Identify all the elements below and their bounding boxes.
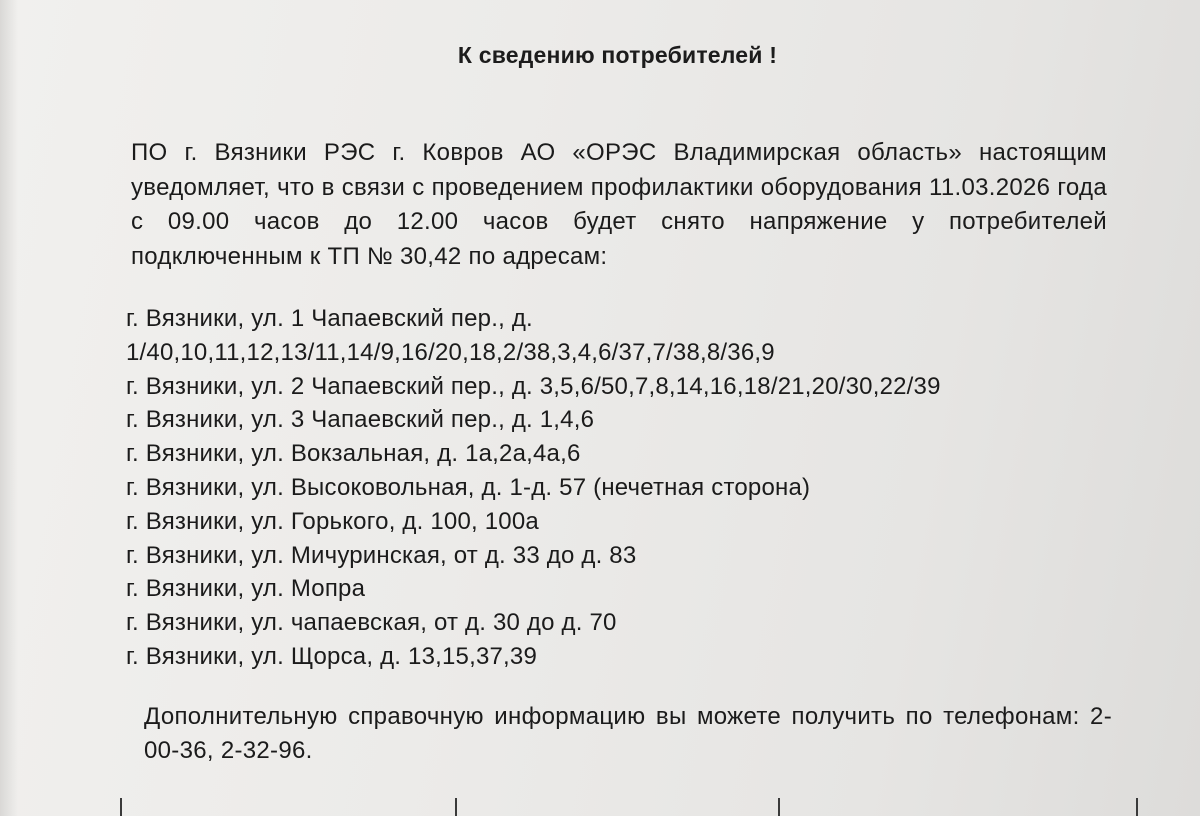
table-border-mark bbox=[1136, 798, 1138, 816]
notice-intro-paragraph: ПО г. Вязники РЭС г. Ковров АО «ОРЭС Владимирская область» настоящим уведомляет, что в связи с проведением профилактики оборудования 11.03.2026 года с 09.00 часов до 12.00 часов будет снято напряжение у потребителей подключенным к ТП № 30,42 по адресам: bbox=[131, 139, 1107, 270]
address-item: г. Вязники, ул. чапаевская, от д. 30 до д. 70 bbox=[126, 609, 617, 637]
address-list bbox=[126, 302, 1126, 674]
table-border-mark bbox=[778, 798, 780, 816]
address-item: г. Вязники, ул. 2 Чапаевский пер., д. 3,5,6/50,7,8,14,16,18/21,20/30,22/39 bbox=[126, 372, 941, 400]
notice-title: К сведению потребителей ! bbox=[457, 42, 778, 68]
paper-fold-shadow bbox=[0, 0, 18, 816]
address-item: г. Вязники, ул. Щорса, д. 13,15,37,39 bbox=[126, 642, 538, 670]
address-item: г. Вязники, ул. Горького, д. 100, 100а bbox=[126, 507, 539, 535]
address-item: г. Вязники, ул. 1 Чапаевский пер., д. 1/40,10,11,12,13/11,14/9,16/20,18,2/38,3,4,6/37,7/38,8/36,9 bbox=[126, 305, 775, 366]
address-item: г. Вязники, ул. 3 Чапаевский пер., д. 1,4,6 bbox=[126, 406, 595, 434]
table-border-mark bbox=[455, 798, 457, 816]
table-border-mark bbox=[120, 798, 122, 816]
address-item: г. Вязники, ул. Высоковольная, д. 1-д. 57 (нечетная сторона) bbox=[126, 473, 811, 501]
contact-paragraph: Дополнительную справочную информацию вы можете получить по телефонам: 2-00-36, 2-32-96. bbox=[144, 703, 1112, 764]
address-item: г. Вязники, ул. Мичуринская, от д. 33 до д. 83 bbox=[126, 541, 637, 569]
address-item: г. Вязники, ул. Мопра bbox=[126, 575, 366, 603]
address-item: г. Вязники, ул. Вокзальная, д. 1а,2а,4а,6 bbox=[126, 440, 581, 468]
